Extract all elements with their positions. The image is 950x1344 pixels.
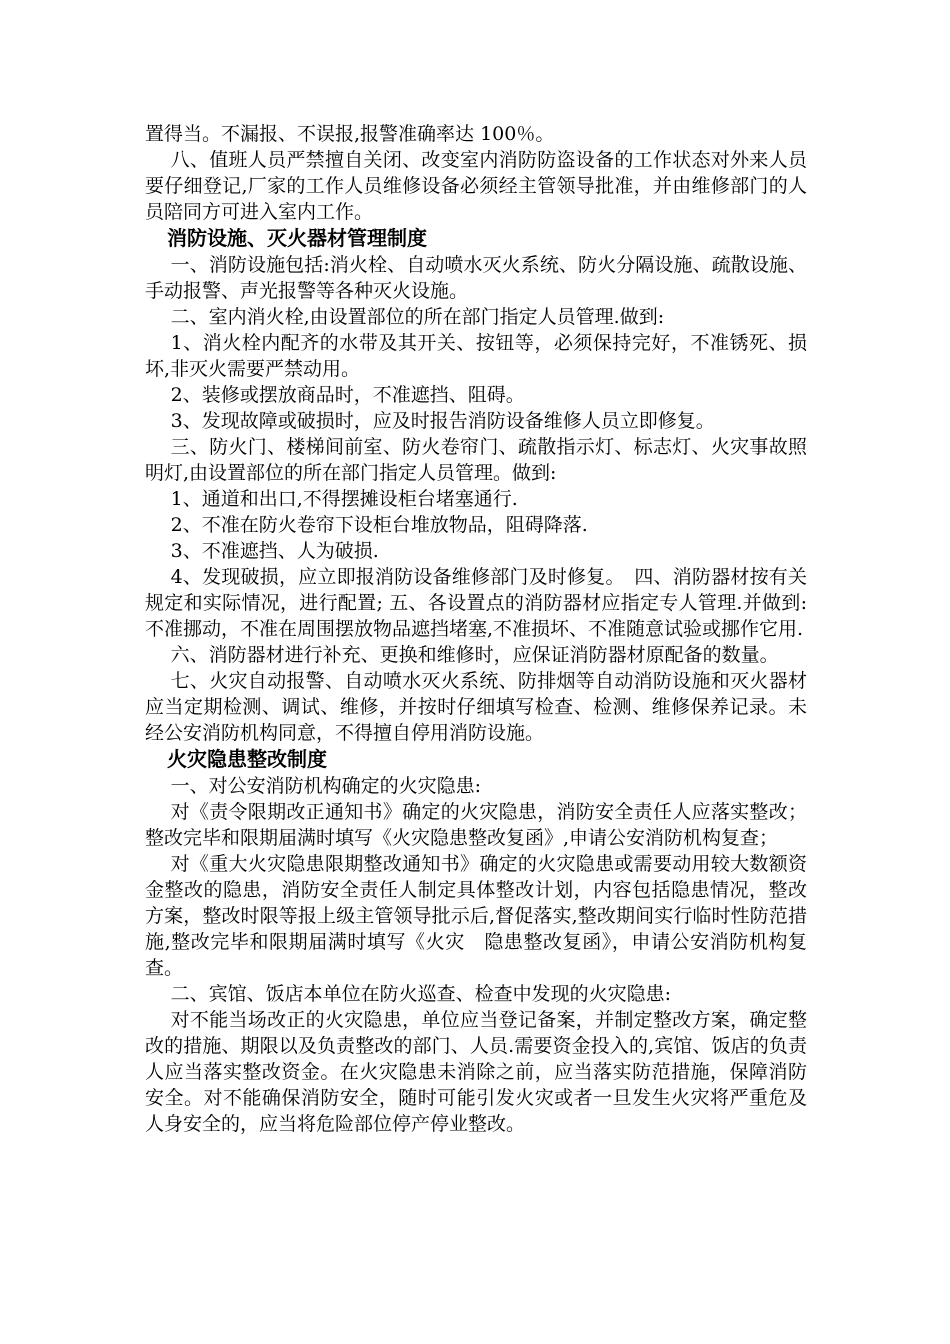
body-paragraph: 二、室内消火栓,由设置部位的所在部门指定人员管理.做到: bbox=[170, 306, 665, 328]
body-paragraph: 八、值班人员严禁擅自关闭、改变室内消防防盗设备的工作状态对外来人员要仔细登记,厂家的工作人员维修设备必须经主管领导批准，并由维修部门的人员陪同方可进入室内工作。 bbox=[145, 149, 807, 223]
body-paragraph: 2、不准在防火卷帘下设柜台堆放物品，阻碍降落. bbox=[170, 514, 588, 536]
body-paragraph: 1、消火栓内配齐的水带及其开关、按钮等，必须保持完好，不准锈死、损坏,非灭火需要严禁动用。 bbox=[145, 332, 807, 380]
body-paragraph: 1、通道和出口,不得摆摊设柜台堵塞通行. bbox=[170, 488, 518, 510]
section-heading: 消防设施、灭火器材管理制度 bbox=[167, 226, 427, 250]
body-paragraph: 六、消防器材进行补充、更换和维修时，应保证消防器材原配备的数量。 bbox=[170, 644, 779, 666]
section-heading: 火灾隐患整改制度 bbox=[167, 747, 327, 771]
body-paragraph: 二、宾馆、饭店本单位在防火巡查、检查中发现的火灾隐患: bbox=[170, 983, 672, 1005]
body-paragraph: 一、对公安消防机构确定的火灾隐患: bbox=[170, 775, 482, 797]
body-paragraph: 2、装修或摆放商品时，不准遮挡、阻碍。 bbox=[170, 384, 525, 406]
document-body bbox=[145, 121, 807, 1137]
body-paragraph: 对《责令限期改正通知书》确定的火灾隐患，消防安全责任人应落实整改；整改完毕和限期届满时填写《火灾隐患整改复函》,申请公安消防机构复查； bbox=[145, 801, 807, 849]
body-paragraph: 一、消防设施包括:消火栓、自动喷水灭火系统、防火分隔设施、疏散设施、手动报警、声光报警等各种灭火设施。 bbox=[145, 254, 807, 302]
body-paragraph: 置得当。不漏报、不误报,报警准确率达 100％。 bbox=[145, 123, 555, 145]
body-paragraph: 七、火灾自动报警、自动喷水灭火系统、防排烟等自动消防设施和灭火器材应当定期检测、调试、维修，并按时仔细填写检查、检测、维修保养记录。未经公安消防机构同意，不得擅自停用消防设施。 bbox=[145, 670, 807, 744]
body-paragraph: 4、发现破损，应立即报消防设备维修部门及时修复。 四、消防器材按有关规定和实际情况，进行配置; 五、各设置点的消防器材应指定专人管理.并做到:不准挪动，不准在周围摆放物品遮挡堵塞,不准损坏、不准随意试验或挪作它用. bbox=[145, 566, 807, 640]
body-paragraph: 3、不准遮挡、人为破损. bbox=[170, 540, 379, 562]
body-paragraph: 对不能当场改正的火灾隐患，单位应当登记备案，并制定整改方案，确定整改的措施、期限以及负责整改的部门、人员.需要资金投入的,宾馆、饭店的负责人应当落实整改资金。在火灾隐患未消除之前，应当落实防范措施，保障消防安全。对不能确保消防安全，随时可能引发火灾或者一旦发生火灾将严重危及人身安全的，应当将危险部位停产停业整改。 bbox=[145, 1009, 807, 1135]
body-paragraph: 对《重大火灾隐患限期整改通知书》确定的火灾隐患或需要动用较大数额资金整改的隐患，消防安全责任人制定具体整改计划，内容包括隐患情况，整改方案，整改时限等报上级主管领导批示后,督促落实,整改期间实行临时性防范措施,整改完毕和限期届满时填写《火灾 隐患整改复函》，申请公安消防机构复查。 bbox=[145, 853, 807, 979]
body-paragraph: 三、防火门、楼梯间前室、防火卷帘门、疏散指示灯、标志灯、火灾事故照明灯,由设置部位的所在部门指定人员管理。做到: bbox=[145, 436, 807, 484]
body-paragraph: 3、发现故障或破损时，应及时报告消防设备维修人员立即修复。 bbox=[170, 410, 715, 432]
